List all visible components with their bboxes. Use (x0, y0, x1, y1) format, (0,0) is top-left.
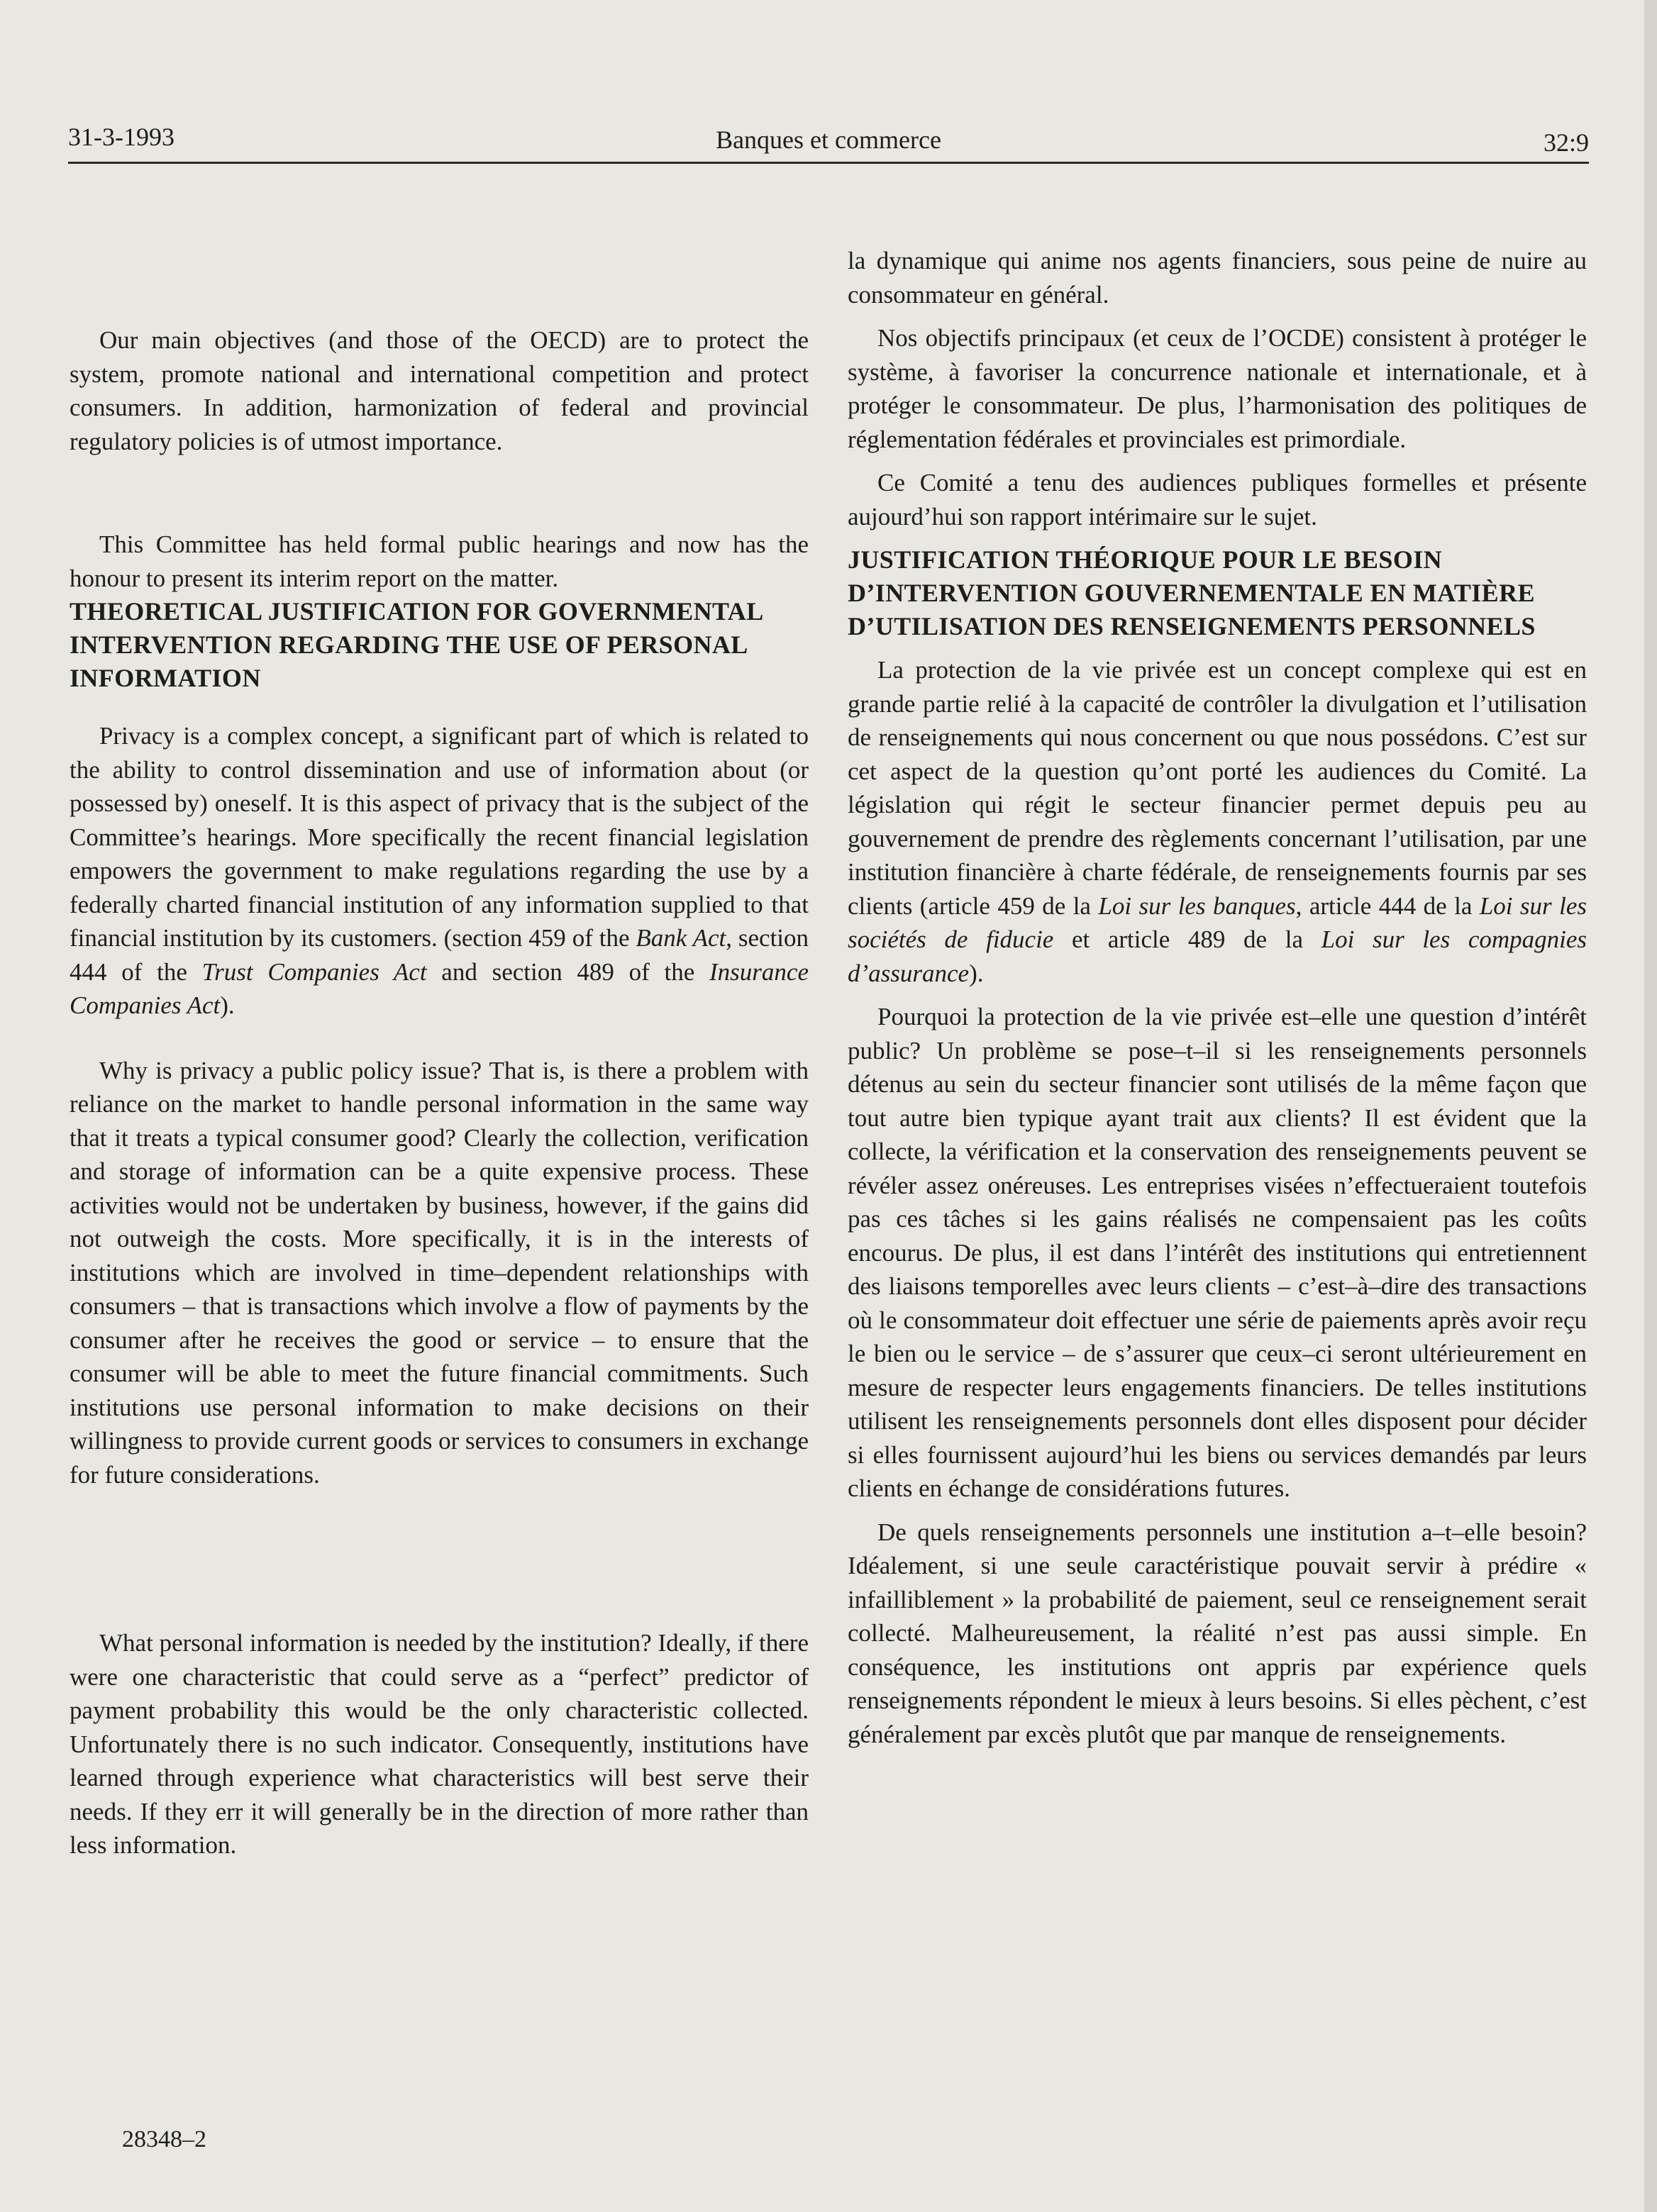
section-heading-fr: JUSTIFICATION THÉORIQUE POUR LE BESOIN D’INTERVENTION GOUVERNEMENTALE EN MATIÈRE D’UTILISATION DES RENSEIGNEMENTS PERSONNELS (848, 545, 1536, 640)
bank-act-title: Bank Act (636, 924, 726, 952)
loi-assurance-title: Loi sur les compagnies d’assurance (848, 926, 1587, 987)
header-title: Banques et commerce (716, 126, 941, 154)
paragraph-continuation: la dynamique qui anime nos agents financiers, sous peine de nuire au consommateur en général. (848, 247, 1587, 309)
paragraph-objectifs: Nos objectifs principaux (et ceux de l’OCDE) consistent à protéger le système, à favoriser la concurrence nationale et internationale, et à protéger le consommateur. De plus, l’harmonisation des politiques de réglementation fédérales et provinciales est primordiale. (848, 324, 1587, 453)
paragraph-objectives: Our main objectives (and those of the OECD) are to protect the system, promote national and international competition and protect consumers. In addition, harmonization of federal and provincial regulatory policies is of utmost importance. (70, 326, 809, 455)
footer-code: 28348–2 (122, 2126, 206, 2152)
trust-act-title: Trust Companies Act (201, 957, 427, 986)
paragraph-needed-information: What personal information is needed by the institution? Ideally, if there were one characteristic that could serve as a “perfect” predictor of payment probability this would be the only characteristic collected. Unfortunately there is no such indicator. Consequently, institutions have learned through experience what characteristics will best serve their needs. If they err it will generally be in the direction of more rather than less information. (70, 1629, 809, 1859)
paragraph-renseignements-requis: De quels renseignements personnels une institution a–t–elle besoin? Idéalement, si une seule caractéristique pouvait servir à prédire « infailliblement » la probabilité de paiement, seul ce renseignement serait collecté. Malheureusement, la réalité n’est pas aussi simple. En conséquence, les institutions ont appris par expérience quels renseignements répondent le mieux à leurs besoins. Si elles pèchent, c’est généralement par excès plutôt que par manque de renseignements. (848, 1518, 1587, 1748)
paragraph-audiences: Ce Comité a tenu des audiences publiques formelles et présente aujourd’hui son rapport intérimaire sur le sujet. (848, 469, 1587, 530)
paragraph-privacy: Privacy is a complex concept, a significant part of which is related to the ability to control dissemination and use of information about (or possessed by) oneself. It is this aspect of privacy that is the subject of the Committee’s hearings. More specifically the recent financial legislation empowers the government to make regulations regarding the use by a federally charted financial institution of any information supplied to that financial institution by its customers. (section 459 of the Bank Act, section 444 of the Trust Companies Act and section 489 of the Insurance Companies Act). (70, 722, 809, 1019)
loi-fiducie-title: Loi sur les sociétés de fiducie (848, 891, 1587, 953)
paragraph-hearings: This Committee has held formal public hearings and now has the honour to present its interim report on the matter. (70, 530, 809, 592)
loi-banques-title: Loi sur les banques (1098, 891, 1296, 920)
page-edge (1644, 0, 1657, 2212)
paragraph-public-policy: Why is privacy a public policy issue? That is, is there a problem with reliance on the market to handle personal information in the same way that it treats a typical consumer good? Clearly the collection, verification and storage of information can be a quite expensive process. These activities would not be undertaken by business, however, if the gains did not outweigh the costs. More specifically, it is in the interests of institutions which are involved in time–dependent relationships with consumers – that is transactions which involve a flow of payments by the consumer after he receives the good or service – to ensure that the consumer will be able to meet the future financial commitments. Such institutions use personal information to make decisions on their willingness to provide current goods or services to consumers in exchange for future considerations. (70, 1056, 809, 1489)
french-column (848, 244, 1587, 1751)
paragraph-vie-privee: La protection de la vie privée est un concept complexe qui est en grande partie relié à la capacité de contrôler la divulgation et l’utilisation de renseignements qui nous concernent ou que nous possédons. C’est sur cet aspect de la question qu’ont porté les audiences du Comité. La législation qui régit le secteur financier permet depuis peu au gouvernement de prendre des règlements concernant l’utilisation, par une institution financière à charte fédérale, de renseignements fournis par ses clients (article 459 de la Loi sur les banques, article 444 de la Loi sur les sociétés de fiducie et article 489 de la Loi sur les compagnies d’assurance). (848, 656, 1587, 987)
english-column (70, 238, 809, 1862)
page-header (68, 122, 1589, 164)
insurance-act-title: Insurance Companies Act (70, 957, 809, 1019)
header-date: 31-3-1993 (68, 123, 174, 151)
header-page-number: 32:9 (1543, 128, 1589, 157)
paragraph-interet-public: Pourquoi la protection de la vie privée est–elle une question d’intérêt public? Un problème se pose–t–il si les renseignements personnels détenus au sein du secteur financier sont utilisés de la même façon que tout autre bien typique ayant trait aux clients? Il est évident que la collecte, la vérification et la conservation des renseignements peuvent se révéler assez onéreuses. Les entreprises visées n’effectueraient toutefois pas ces tâches si les gains réalisés ne compensaient pas les coûts encourus. De plus, il est dans l’intérêt des institutions qui entretiennent des liaisons temporelles avec leurs clients – c’est–à–dire des transactions où le consommateur doit effectuer une série de paiements après avoir reçu le bien ou le service – de s’assurer que ceux–ci seront ultérieurement en mesure de respecter leurs engagements financiers. De telles institutions utilisent les renseignements personnels dont elles disposent pour décider si elles fournissent aujourd’hui les biens ou services demandés par leurs clients en échange de considérations futures. (848, 1003, 1587, 1502)
section-heading: THEORETICAL JUSTIFICATION FOR GOVERNMENTAL INTERVENTION REGARDING THE USE OF PERSONAL INFORMATION (70, 597, 763, 692)
